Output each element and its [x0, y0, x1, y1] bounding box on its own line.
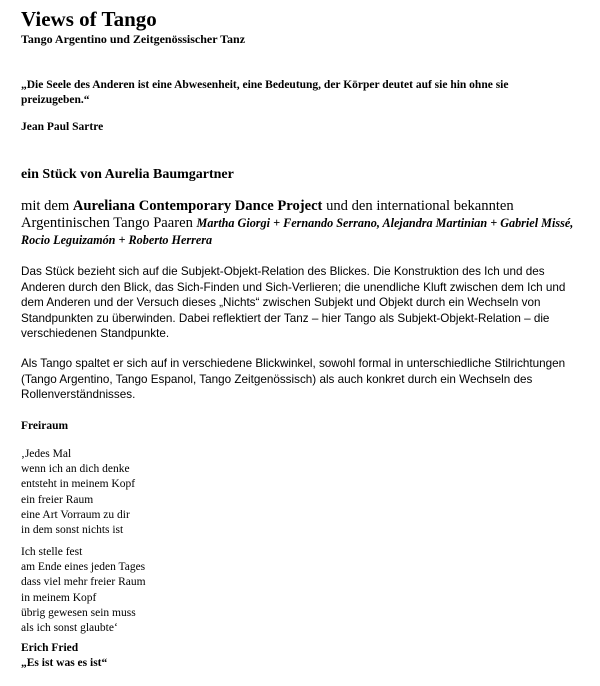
- poem-source: „Es ist was es ist“: [21, 657, 108, 669]
- body-paragraph-2: Als Tango spaltet er sich auf in verschiedene Blickwinkel, sowohl formal in unterschiedliche Stilrichtungen (Tango Argentino, Tango Espanol, Tango Zeitgenössisch) als auch konkret durch ein Wechseln des Rollenverständnisses.: [21, 357, 566, 401]
- body-paragraph-1: Das Stück bezieht sich auf die Subjekt-Objekt-Relation des Blickes. Die Konstruktion des Ich und des Anderen durch den Blick, das Sich-Finden und Sich-Verlieren; die unendliche Kluft zwischen dem Ich und dem Anderen und der Versuch dieses „Nichts“ zwischen Subjekt und Objekt durch ein Wechseln von Standpunkten zu überwinden. Dabei reflektiert der Tanz – hier Tango als Subjekt-Objekt-Relation – die verschiedenen Standpunkte.: [21, 265, 566, 340]
- poem-line: eine Art Vorraum zu dir: [21, 508, 130, 521]
- piece-credit: ein Stück von Aurelia Baumgartner: [21, 167, 234, 182]
- poem-line: am Ende eines jeden Tages: [21, 561, 146, 574]
- poem-line: wenn ich an dich denke: [21, 463, 130, 476]
- tango-couples: Martha Giorgi + Fernando Serrano, Alejandra Martinian + Gabriel Missé, Rocio Leguizamón + Roberto Herrera: [21, 216, 574, 247]
- epigraph-author: Jean Paul Sartre: [21, 121, 104, 133]
- poem-line: entsteht in meinem Kopf: [21, 478, 136, 491]
- page-subtitle: Tango Argentino und Zeitgenössischer Tanz: [21, 32, 246, 46]
- company-name: Aureliana Contemporary Dance Project: [72, 198, 323, 214]
- poem-line: in meinem Kopf: [21, 591, 97, 604]
- poem-line: ein freier Raum: [21, 493, 94, 506]
- poem-line: als ich sonst glaubte‘: [21, 622, 118, 635]
- poem-line: übrig gewesen sein muss: [21, 606, 136, 619]
- poem-stanza-1: [21, 447, 321, 538]
- poem-heading: Freiraum: [21, 420, 69, 432]
- poem-line: Ich stelle fest: [21, 546, 83, 558]
- poem-line: in dem sonst nichts ist: [21, 524, 124, 537]
- poem-line: dass viel mehr freier Raum: [21, 576, 146, 589]
- page-title: Views of Tango: [21, 7, 157, 31]
- poem-line: ‚Jedes Mal: [21, 448, 72, 460]
- lead-middle: und den international bekannten Argentinischen Tango Paaren: [21, 198, 514, 231]
- epigraph-quote: „Die Seele des Anderen ist eine Abwesenheit, eine Bedeutung, der Körper deutet auf sie hin ohne sie preizugeben.“: [21, 79, 509, 106]
- lead-paragraph: [21, 198, 576, 249]
- poem-stanza-2: [21, 545, 321, 636]
- poem-author: Erich Fried: [21, 642, 79, 654]
- lead-prefix: mit dem: [21, 198, 73, 214]
